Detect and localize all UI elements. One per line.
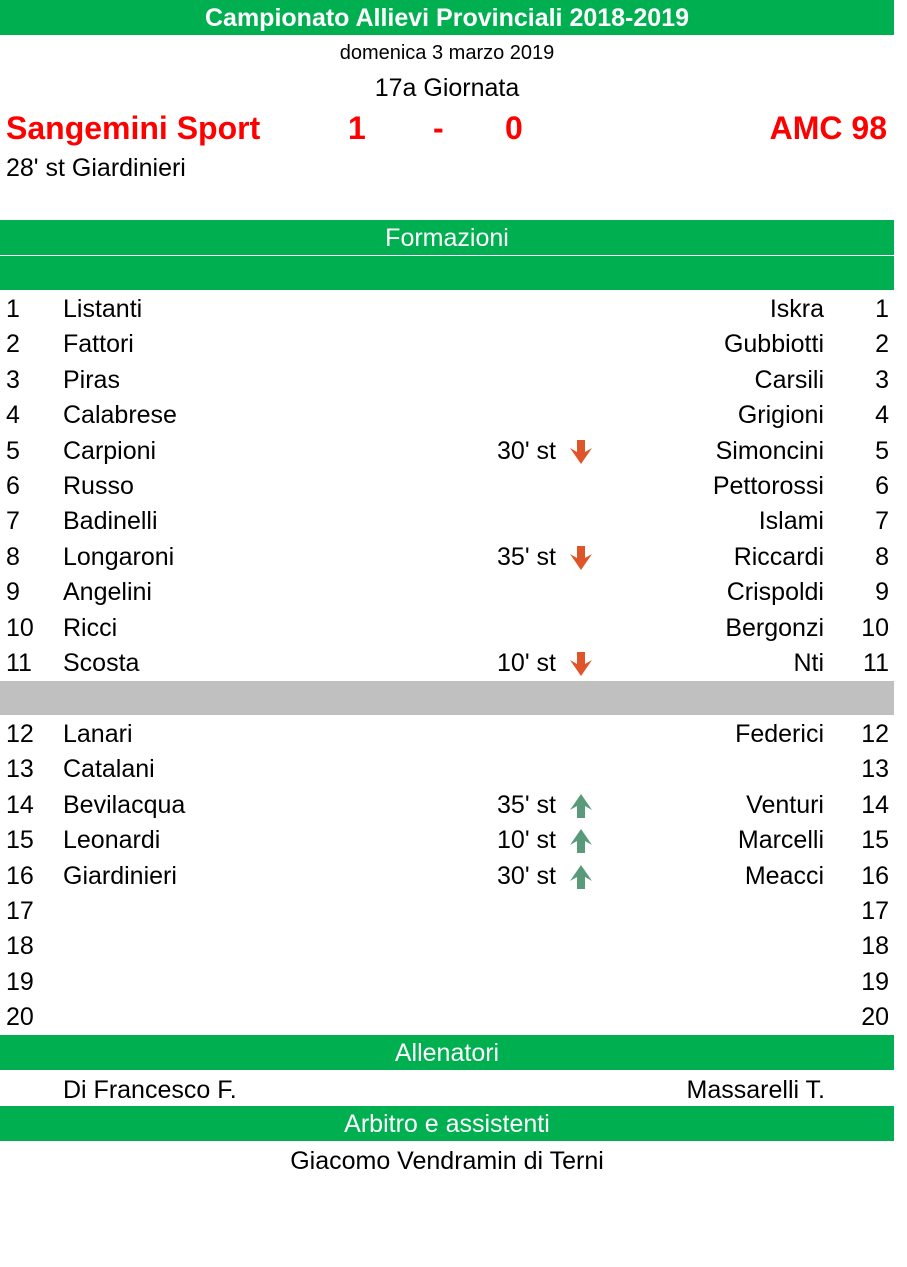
lineup-row <box>0 575 894 610</box>
arrow-down-icon <box>568 438 594 466</box>
away-number: 19 <box>861 967 889 996</box>
away-player: Federici <box>735 720 824 748</box>
away-number: 15 <box>861 826 889 855</box>
away-number: 1 <box>875 295 889 323</box>
away-player: Nti <box>793 649 824 677</box>
arrow-up-icon <box>568 792 594 820</box>
away-number: 7 <box>875 507 889 536</box>
away-player: Iskra <box>769 295 824 323</box>
lineup-row <box>0 292 894 327</box>
away-player: Venturi <box>746 790 824 819</box>
home-number: 16 <box>6 861 34 890</box>
away-number: 17 <box>861 897 889 925</box>
home-player: Russo <box>63 472 134 500</box>
home-number: 20 <box>6 1003 34 1032</box>
lineup-row <box>0 894 894 929</box>
away-number: 6 <box>875 472 889 500</box>
home-number: 7 <box>6 507 20 536</box>
lineup-row <box>0 398 894 433</box>
away-number: 12 <box>861 720 889 748</box>
home-number: 9 <box>6 578 20 607</box>
lineup-row <box>0 611 894 646</box>
away-team: AMC 98 <box>769 110 887 146</box>
arrow-down-icon <box>568 650 594 678</box>
home-player: Carpioni <box>63 436 157 465</box>
home-number: 4 <box>6 401 20 430</box>
lineup-row <box>0 540 894 575</box>
away-number: 4 <box>875 401 889 430</box>
home-number: 2 <box>6 330 20 359</box>
home-player: Piras <box>63 365 120 394</box>
scorers: 28' st Giardinieri <box>6 154 186 182</box>
lineup-row <box>0 717 894 752</box>
lineup-row <box>0 646 894 681</box>
away-number: 16 <box>861 861 889 890</box>
home-number: 10 <box>6 613 34 642</box>
home-number: 8 <box>6 542 20 571</box>
referee: Giacomo Vendramin di Terni <box>290 1147 604 1175</box>
section-referees: Arbitro e assistenti <box>0 1106 894 1141</box>
lineup-row <box>0 788 894 823</box>
arrow-up-icon <box>568 827 594 855</box>
home-number: 17 <box>6 897 34 925</box>
home-coach: Di Francesco F. <box>63 1076 237 1104</box>
home-number: 15 <box>6 826 34 855</box>
home-number: 19 <box>6 967 34 996</box>
away-number: 18 <box>861 932 889 961</box>
away-coach: Massarelli T. <box>686 1076 825 1104</box>
home-team: Sangemini Sport <box>6 110 261 146</box>
lineup-row <box>0 1000 894 1035</box>
away-number: 20 <box>861 1003 889 1032</box>
away-player: Meacci <box>744 861 824 890</box>
away-number: 5 <box>875 436 889 465</box>
home-player: Listanti <box>63 295 143 323</box>
sub-time: 30' st <box>497 436 556 465</box>
lineup-row <box>0 504 894 539</box>
lineup-row <box>0 823 894 858</box>
match-date: domenica 3 marzo 2019 <box>339 42 555 64</box>
away-number: 10 <box>861 613 889 642</box>
away-player: Pettorossi <box>712 472 824 500</box>
away-number: 9 <box>875 578 889 607</box>
lineup-row <box>0 469 894 504</box>
round-label: 17a Giornata <box>374 74 520 102</box>
home-number: 11 <box>6 649 32 677</box>
arrow-up-icon <box>568 863 594 891</box>
home-player: Giardinieri <box>63 861 177 890</box>
away-player: Bergonzi <box>725 613 824 642</box>
away-number: 11 <box>863 649 889 677</box>
sub-time: 30' st <box>497 861 556 890</box>
lineup-row <box>0 859 894 894</box>
away-score: 0 <box>505 110 523 146</box>
away-number: 2 <box>875 330 889 359</box>
home-number: 3 <box>6 365 20 394</box>
lineup-row <box>0 929 894 964</box>
home-player: Catalani <box>63 755 155 784</box>
home-player: Lanari <box>63 720 133 748</box>
home-player: Bevilacqua <box>63 790 186 819</box>
away-number: 8 <box>875 542 889 571</box>
away-player: Crispoldi <box>726 578 824 607</box>
sub-time: 35' st <box>497 542 556 571</box>
home-number: 13 <box>6 755 34 784</box>
away-number: 3 <box>875 365 889 394</box>
home-player: Ricci <box>63 613 118 642</box>
page-title: Campionato Allievi Provinciali 2018-2019 <box>0 0 894 35</box>
away-player: Marcelli <box>737 826 824 855</box>
home-number: 18 <box>6 932 34 961</box>
sub-time: 35' st <box>497 790 556 819</box>
section-coaches: Allenatori <box>0 1035 894 1070</box>
away-player: Grigioni <box>737 401 824 430</box>
home-player: Badinelli <box>63 507 158 536</box>
away-player: Simoncini <box>715 436 824 465</box>
home-player: Scosta <box>63 649 140 677</box>
section-spacer <box>0 256 894 290</box>
lineup-row <box>0 327 894 362</box>
away-player: Islami <box>758 507 824 536</box>
lineup-row <box>0 363 894 398</box>
home-number: 14 <box>6 790 34 819</box>
away-player: Gubbiotti <box>723 330 824 359</box>
section-lineups: Formazioni <box>0 220 894 255</box>
home-score: 1 <box>348 110 366 146</box>
away-player: Riccardi <box>733 542 824 571</box>
home-player: Calabrese <box>63 401 177 430</box>
away-number: 14 <box>861 790 889 819</box>
lineup-row <box>0 434 894 469</box>
home-number: 1 <box>6 295 20 323</box>
lineup-row <box>0 752 894 787</box>
home-player: Leonardi <box>63 826 161 855</box>
sub-time: 10' st <box>497 826 556 855</box>
away-number: 13 <box>861 755 889 784</box>
home-number: 12 <box>6 720 34 748</box>
away-player: Carsili <box>754 365 824 394</box>
home-number: 6 <box>6 472 20 500</box>
score-separator: - <box>433 110 444 146</box>
sub-time: 10' st <box>497 649 556 677</box>
home-player: Angelini <box>63 578 152 607</box>
arrow-down-icon <box>568 544 594 572</box>
home-number: 5 <box>6 436 20 465</box>
lineup-row <box>0 965 894 1000</box>
bench-divider <box>0 681 894 715</box>
home-player: Longaroni <box>63 542 175 571</box>
home-player: Fattori <box>63 330 134 359</box>
